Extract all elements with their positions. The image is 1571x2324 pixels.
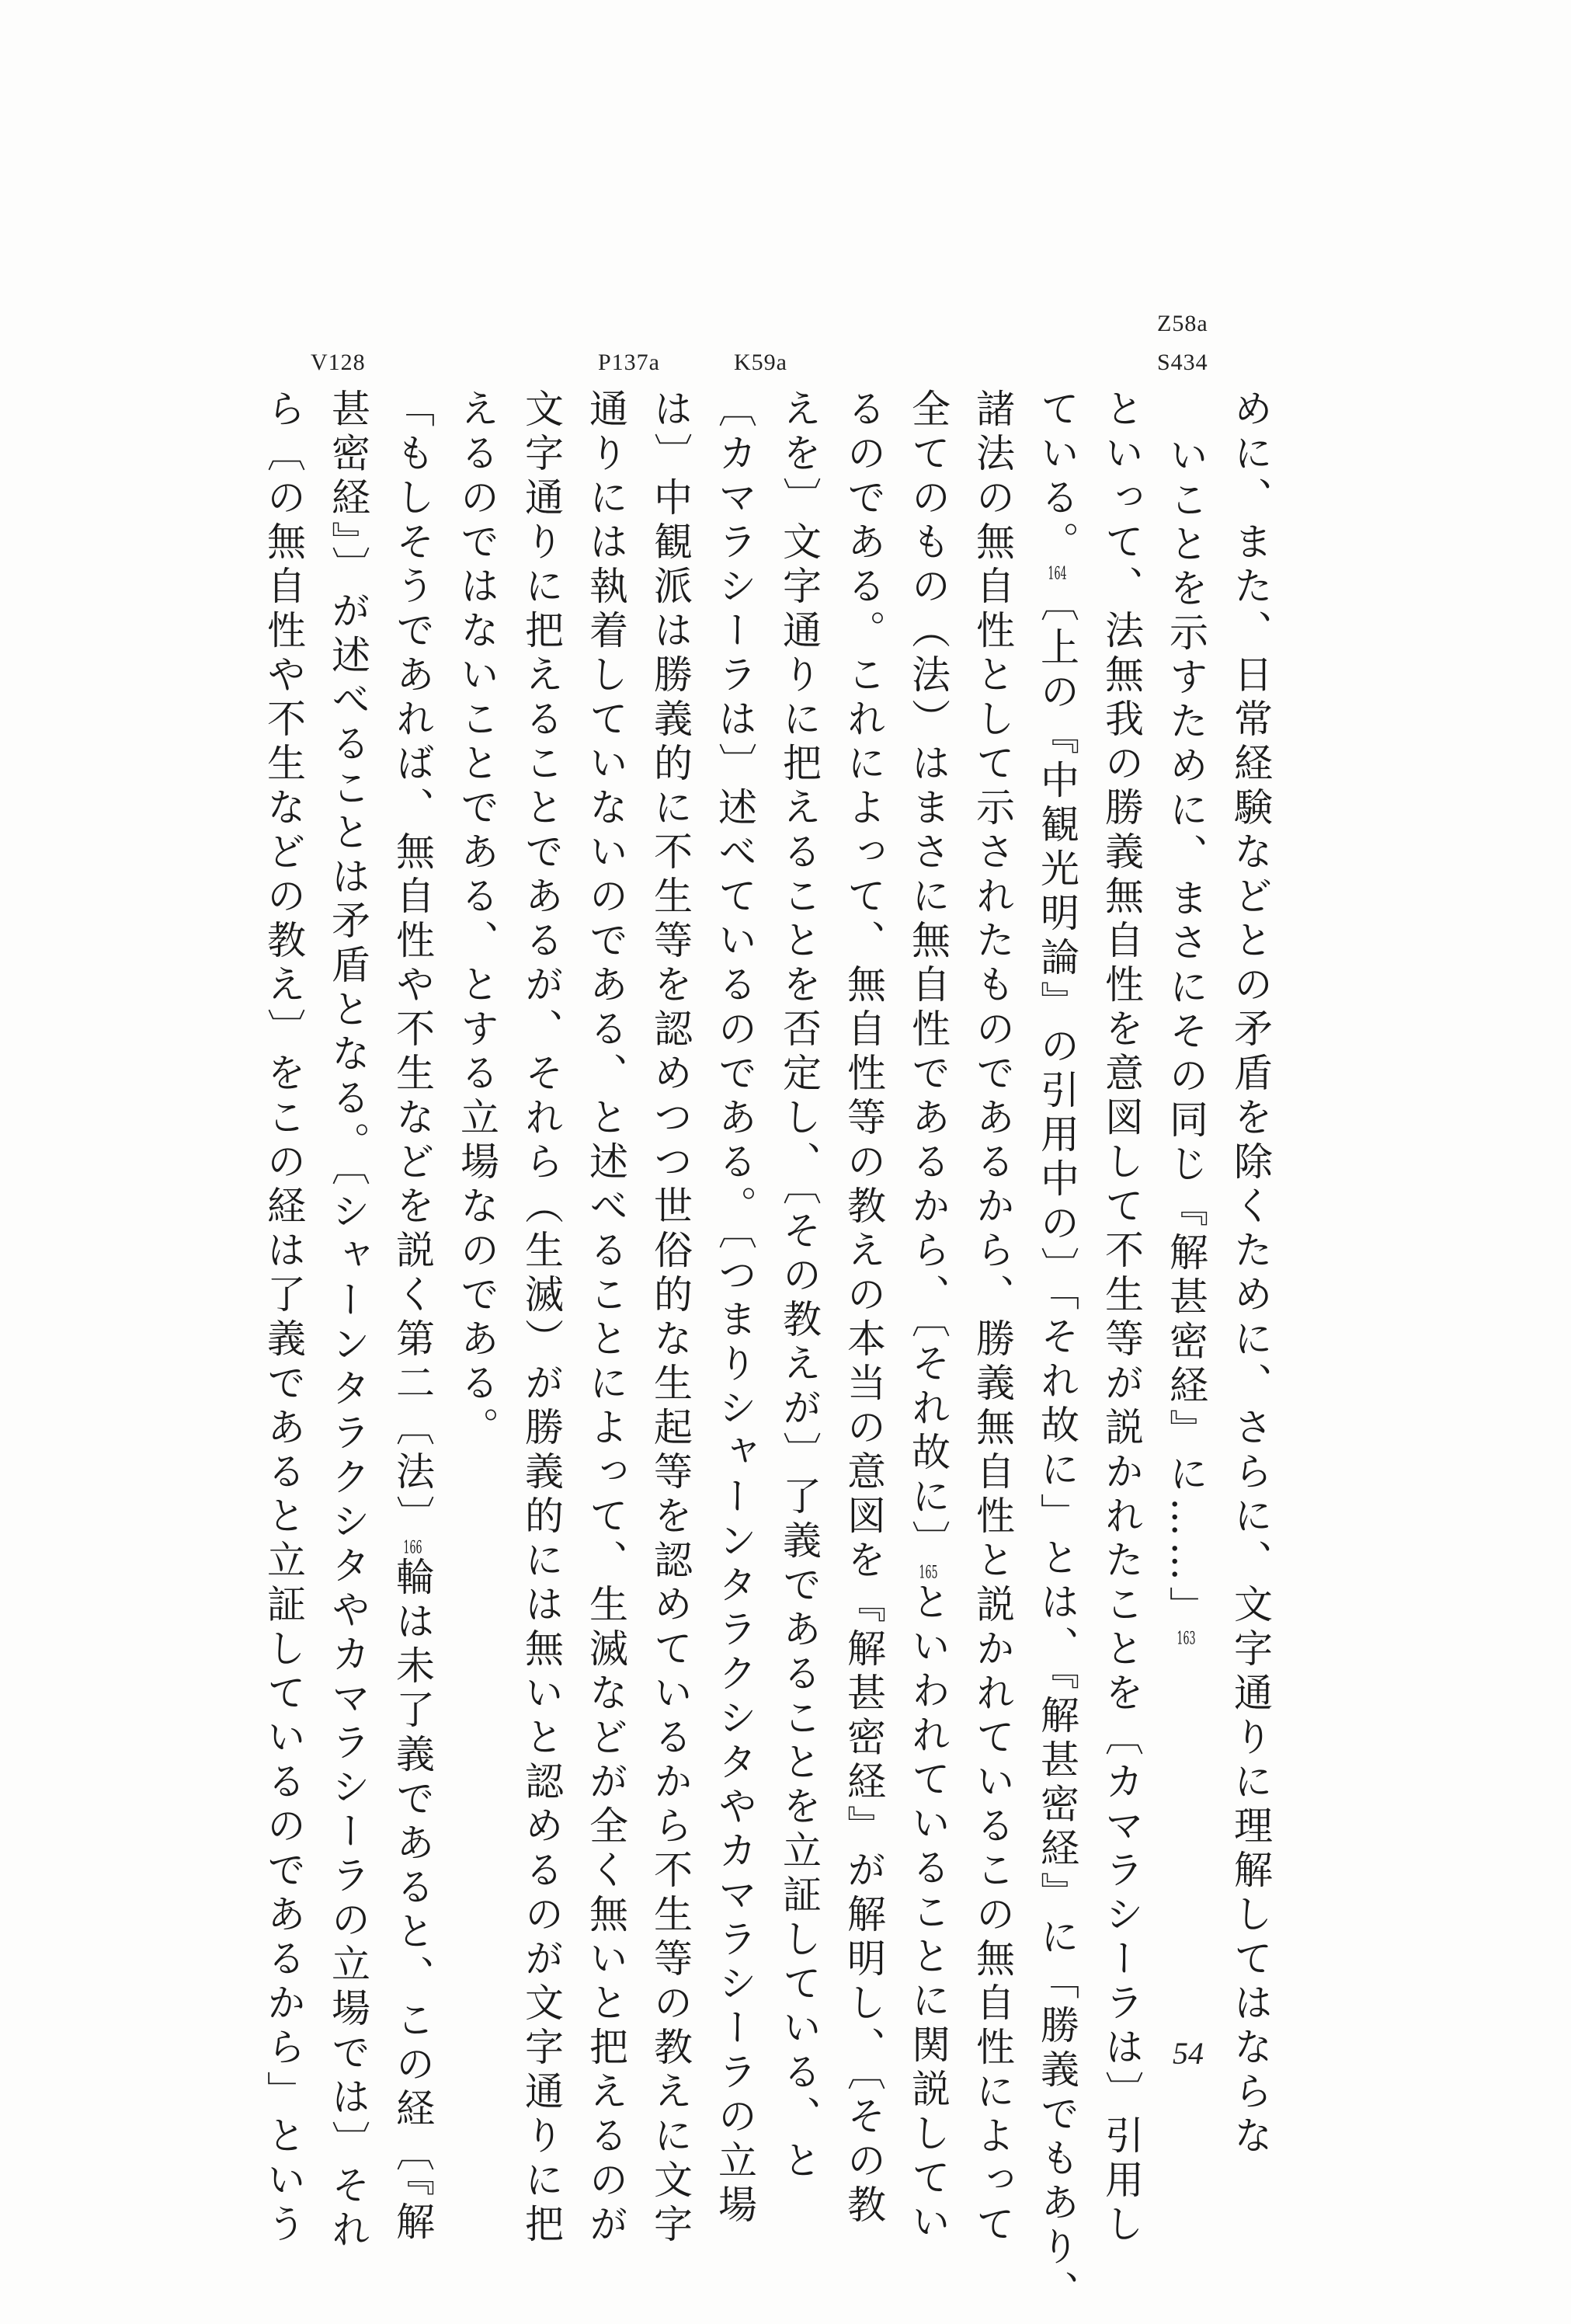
text-column: めに、また、日常経験などとの矛盾を除くために、さらに、文字通りに理解してはならな bbox=[1228, 388, 1273, 2159]
text-segment: 〔上の『中観光明論』の引用中の〕「それ故に」とは、『解甚密経』に「勝義でもあり、 bbox=[1034, 583, 1079, 2315]
text-column: は〕中観派は勝義的に不生等を認めつつ世俗的な生起等を認めているから不生等の教えに文字 bbox=[648, 388, 693, 2248]
text-column bbox=[1034, 388, 1080, 2315]
text-segment: 「もしそうであれば、無自性や不生などを説く第二〔法〕 bbox=[390, 388, 435, 1539]
note-reference-165: 165 bbox=[919, 1564, 938, 1581]
text-column: えるのではないことである、とする立場なのである。 bbox=[454, 388, 499, 1451]
text-column: ら〔の無自性や不生などの教え〕をこの経は了義であると立証しているのであるから」という bbox=[261, 388, 306, 2248]
margin-ref-v128: V128 bbox=[311, 350, 366, 375]
text-column bbox=[1163, 435, 1209, 1647]
note-reference-163: 163 bbox=[1177, 1630, 1196, 1647]
note-reference-166: 166 bbox=[403, 1539, 422, 1557]
margin-ref-s434: S434 bbox=[1157, 350, 1208, 375]
page-number: 54 bbox=[1173, 2036, 1204, 2071]
text-segment: 全てのもの（法）はまさに無自性であるから、〔それ故に〕 bbox=[905, 388, 951, 1564]
text-segment: といわれていることに関説してい bbox=[905, 1581, 951, 2246]
text-column: えを〕文字通りに把えることを否定し、〔その教えが〕了義であることを立証している、と bbox=[777, 388, 822, 2184]
text-column: 諸法の無自性として示されたものであるから、勝義無自性と説かれているこの無自性によって bbox=[970, 388, 1015, 2248]
text-segment: 輪は未了義であると、この経〔『解 bbox=[390, 1557, 435, 2246]
text-column: 〔カマラシーラは〕述べているのである。〔つまりシャーンタラクシタやカマラシーラの立場 bbox=[712, 388, 757, 2228]
text-column bbox=[389, 388, 436, 2246]
text-column: るのである。これによって、無自性等の教えの本当の意図を『解甚密経』が解明し、〔その教 bbox=[841, 388, 886, 2228]
text-column: 通りには執着していないのである、と述べることによって、生滅などが全く無いと把えるのが bbox=[583, 388, 628, 2248]
text-column bbox=[905, 388, 951, 2246]
text-column: 甚密経』〕が述べることは矛盾となる。〔シャーンタラクシタやカマラシーラの立場では〕それ bbox=[325, 388, 370, 2253]
text-column: 文字通りに把えることであるが、それら（生滅）が勝義的には無いと認めるのが文字通りに把 bbox=[519, 388, 564, 2248]
text-segment: ている。 bbox=[1034, 388, 1079, 565]
margin-ref-p137a: P137a bbox=[598, 350, 660, 375]
margin-ref-k59a: K59a bbox=[734, 350, 787, 375]
margin-ref-z58a: Z58a bbox=[1157, 311, 1208, 336]
text-column: といって、法無我の勝義無自性を意図して不生等が説かれたことを〔カマラシーラは〕引用し bbox=[1099, 388, 1144, 2248]
text-segment: いことを示すために、まさにその同じ『解甚密経』に……」 bbox=[1163, 435, 1208, 1630]
note-reference-164: 164 bbox=[1048, 565, 1067, 583]
